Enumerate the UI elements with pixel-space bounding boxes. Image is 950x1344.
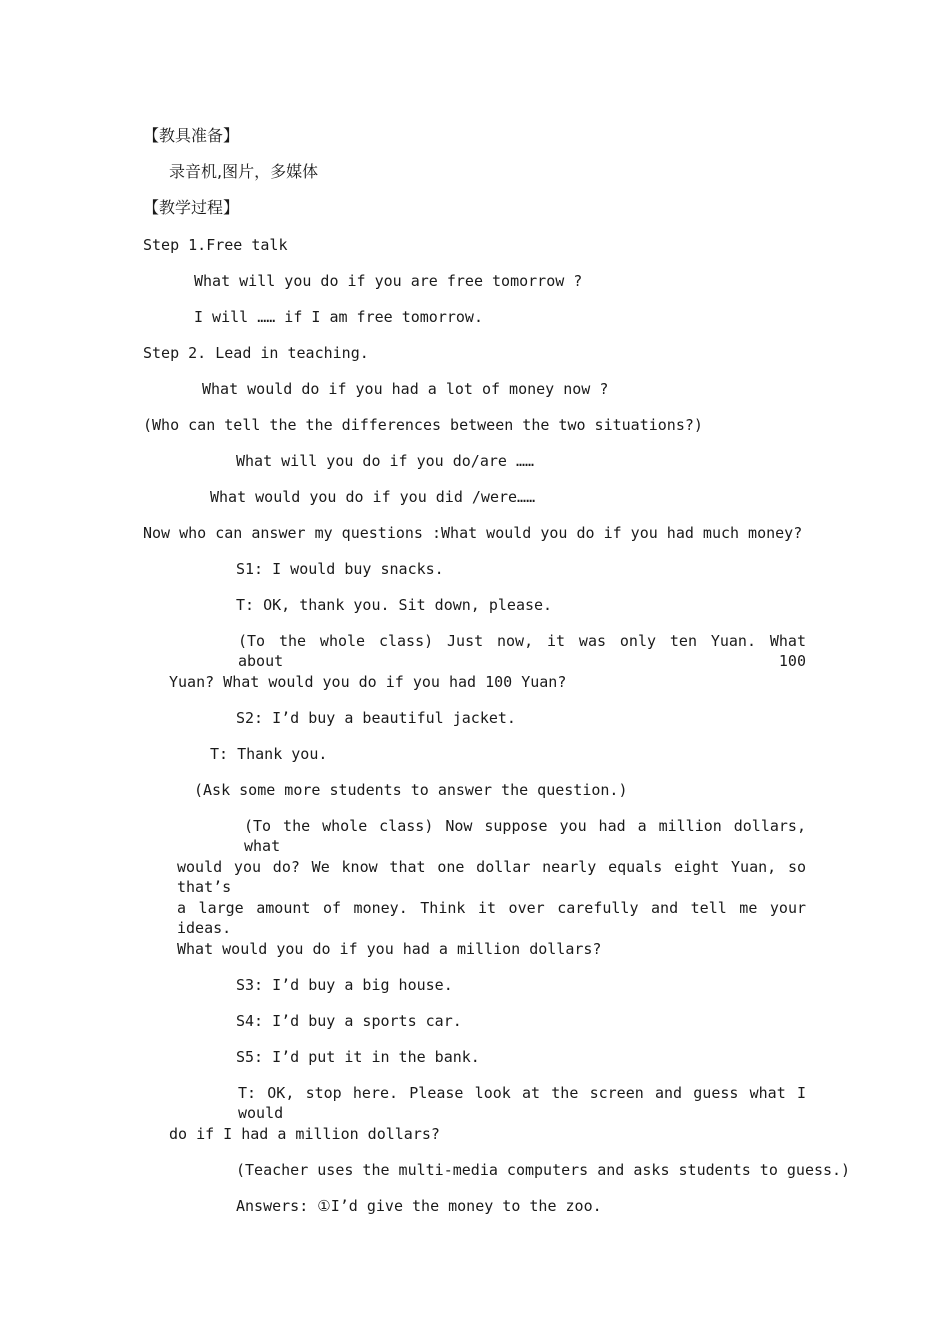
t3-line2: do if I had a million dollars? — [169, 1125, 440, 1143]
s3-answer: S3: I’d buy a big house. — [236, 976, 453, 994]
t3-line1: T: OK, stop here. Please look at the screen and guess what I would — [238, 1084, 806, 1122]
teacher-uses-note: (Teacher uses the multi-media computers and asks students to guess.) — [236, 1161, 851, 1179]
differences-question: (Who can tell the the differences between the two situations?) — [143, 416, 703, 434]
pattern-will: What will you do if you do/are …… — [236, 452, 535, 470]
process-heading: 【教学过程】 — [143, 198, 240, 217]
paragraph1-line2: Yuan? What would you do if you had 100 Yuan? — [169, 673, 567, 691]
step1-title: Step 1.Free talk — [143, 236, 288, 254]
paragraph2-line1: (To the whole class) Now suppose you had a million dollars, what — [244, 817, 806, 855]
answers-line: Answers: ①I’d give the money to the zoo. — [236, 1197, 602, 1215]
t1-response: T: OK, thank you. Sit down, please. — [236, 596, 553, 614]
s1-answer: S1: I would buy snacks. — [236, 560, 444, 578]
s2-answer: S2: I’d buy a beautiful jacket. — [236, 709, 516, 727]
ask-more-note: (Ask some more students to answer the question.) — [194, 781, 628, 799]
step2-question: What would do if you had a lot of money now ? — [202, 380, 609, 398]
tools-heading: 【教具准备】 — [143, 126, 240, 145]
step1-answer: I will …… if I am free tomorrow. — [194, 308, 483, 326]
now-who-question: Now who can answer my questions :What would you do if you had much money? — [143, 524, 803, 542]
paragraph2-line2: would you do? We know that one dollar nearly equals eight Yuan, so that’s — [177, 858, 806, 896]
tools-content: 录音机,图片，多媒体 — [169, 162, 319, 181]
step1-question: What will you do if you are free tomorrow ? — [194, 272, 583, 290]
step2-title: Step 2. Lead in teaching. — [143, 344, 369, 362]
s5-answer: S5: I’d put it in the bank. — [236, 1048, 480, 1066]
t2-response: T: Thank you. — [210, 745, 328, 763]
paragraph1-line1: (To the whole class) Just now, it was only ten Yuan. What about 100 — [238, 632, 806, 670]
pattern-would: What would you do if you did /were…… — [210, 488, 536, 506]
s4-answer: S4: I’d buy a sports car. — [236, 1012, 462, 1030]
paragraph2-line4: What would you do if you had a million dollars? — [177, 940, 602, 958]
paragraph2-line3: a large amount of money. Think it over carefully and tell me your ideas. — [177, 899, 806, 937]
